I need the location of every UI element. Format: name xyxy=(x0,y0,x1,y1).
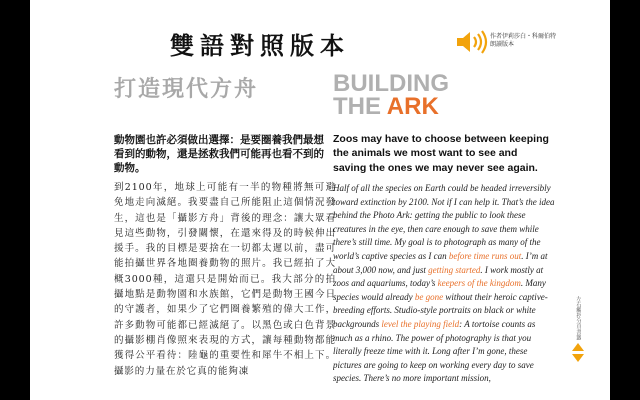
audio-caption xyxy=(490,33,600,49)
english-text: : A tortoise counts as much as a rhino. The power of photography is that you literally freeze time with it. Long after I’m gone, these pictures are going to keep on working every day to save species. There’s no more important mission, xyxy=(333,318,536,384)
vocab-highlight[interactable]: before time runs out xyxy=(448,250,522,261)
english-heading-ark: ARK xyxy=(386,93,439,120)
english-heading-line2 xyxy=(333,95,449,118)
english-lead: Zoos may have to choose between keeping the animals we most want to see and saving the ones we may never see again. xyxy=(333,133,549,174)
magazine-page xyxy=(30,0,610,400)
chinese-body: 到2100年，地球上可能有一半的物種將無可避免地走向滅絕。我要盡自己所能阻止這個情況發生，這也是「攝影方舟」背後的理念：讓大眾看見這些動物，引發關懷，在還來得及的時候伸出援手。我的目標是要捨在一切都太遲以前，盡可能拍攝世界各地圈養動物的照片。我已經拍了大概3000種，這還只是開始而已。我大部分的拍攝地點是動物園和水族館，它們是動物王國今日的守護者，如果少了它們圈養繁殖的偉大工作，許多動物可能都已經滅絕了。以黑色或白色背景的攝影棚肖像照來表現的方式，讓每種動物都能獲得公平看待：陸龜的重要性和犀牛不相上下。攝影的力量在於它真的能夠凍 xyxy=(114,182,336,377)
vocab-highlight[interactable]: getting started xyxy=(428,264,481,275)
english-text: . I work mostly at zoos and aquariums, today’s xyxy=(333,264,544,289)
triangle-down-icon[interactable] xyxy=(572,354,584,362)
side-nav-label: 左右觸控分頁書籤 xyxy=(575,296,581,340)
english-heading-line1: BUILDING xyxy=(333,70,449,97)
english-text: without their heroic captive-breeding efforts. Studio-style portraits on black or white backgrounds xyxy=(333,291,548,329)
english-text: . I’m at about 3,000 now, and just xyxy=(333,250,548,275)
page-title: 雙語對照版本 xyxy=(170,31,350,60)
vocab-highlight[interactable]: be gone xyxy=(414,291,444,302)
english-text: . Many species would already xyxy=(333,278,546,302)
chinese-heading: 打造現代方舟 xyxy=(114,77,259,102)
english-heading xyxy=(333,72,449,118)
audio-button[interactable] xyxy=(455,28,489,56)
chinese-lead: 動物園也許必須做出選擇：是要圈養我們最想看到的動物，還是拯救我們可能再也看不到的動物。 xyxy=(114,134,324,174)
vocab-highlight[interactable]: level the playing field xyxy=(381,318,460,329)
english-text: Half of all the species on Earth could be headed irreversibly toward extinction by 2100. Not if I can help it. That’s the idea behind the Photo Ark: getting the public to look these creatures in the eye, then care enough to save them while there’s still time. My goal is to photograph as many of the world’s captive species as I can xyxy=(333,183,555,261)
audio-caption-author: 作者伊莉莎白・科爾伯特 xyxy=(490,33,557,40)
english-body xyxy=(333,182,555,400)
side-navigation xyxy=(568,296,588,365)
speaker-icon xyxy=(455,28,489,56)
english-heading-the: THE xyxy=(333,93,387,120)
triangle-up-icon[interactable] xyxy=(572,343,584,351)
audio-caption-version: 朗讀版本 xyxy=(490,41,515,48)
vocab-highlight[interactable]: keepers of the kingdom xyxy=(437,278,521,289)
